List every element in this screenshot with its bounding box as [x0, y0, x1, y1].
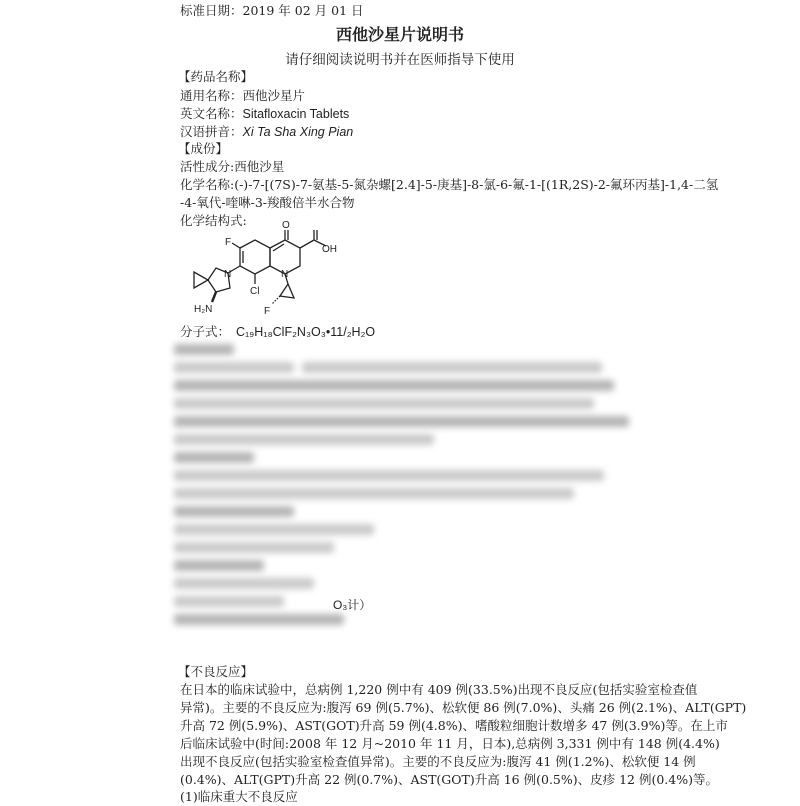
molecular-formula-row [180, 323, 375, 341]
chemical-name-line-2: -4-氧代-喹啉-3-羧酸倍半水合物 [180, 195, 355, 210]
adverse-text-line-4: 后临床试验中(时间:2008 年 12 月~2010 年 11 月，日本),总病例 3,331 例中有 148 例(4.4%) [180, 736, 720, 751]
molecular-formula-value: C₁₉H₁₈ClF₂N₃O₃•11/₂H₂O [236, 325, 376, 339]
adverse-subheading: (1)临床重大不良反应 [180, 789, 298, 804]
structure-atom-cl: Cl [250, 286, 260, 297]
structure-atom-f-top: F [225, 237, 232, 248]
molecular-formula-label: 分子式： [180, 324, 231, 339]
english-name-value: Sitafloxacin Tablets [242, 107, 350, 121]
structure-atom-o: O [282, 220, 290, 231]
document-subtitle: 请仔细阅读说明书并在医师指导下使用 [285, 52, 515, 68]
adverse-text-line-1: 在日本的临床试验中，总病例 1,220 例中有 409 例(33.5%)出现不良反应(包括实验室检查值 [180, 682, 698, 697]
english-name-label: 英文名称： [180, 106, 243, 121]
english-name-row [180, 105, 349, 123]
section-heading-adverse-reactions: 【不良反应】 [178, 664, 254, 679]
standard-date: 标准日期：2019 年 02 月 01 日 [180, 3, 364, 18]
structure-atom-f-bottom: F [264, 306, 271, 317]
adverse-text-line-5: 出现不良反应(包括实验室检查值异常)。主要的不良反应为:腹泻 41 例(1.2%)、松软便 14 例 [180, 754, 696, 769]
pinyin-label: 汉语拼音： [180, 124, 243, 139]
document-title: 西他沙星片说明书 [335, 25, 464, 44]
structure-label: 化学结构式: [180, 213, 247, 228]
structure-atom-n-ring: N [224, 269, 232, 280]
structure-atom-n-quinoline: N [281, 269, 289, 280]
structure-atom-oh: OH [322, 244, 337, 255]
section-heading-drug-name: 【药品名称】 [178, 69, 254, 84]
obscured-dosage-tail: O₃计） [333, 598, 372, 612]
section-heading-composition: 【成份】 [178, 141, 229, 156]
adverse-text-line-6: (0.4%)、ALT(GPT)升高 22 例(0.7%)、AST(GOT)升高 16 例(0.5%)、皮疹 12 例(0.4%)等。 [180, 772, 718, 787]
active-ingredient: 活性成分:西他沙星 [180, 159, 285, 174]
adverse-text-line-2: 异常)。主要的不良反应为:腹泻 69 例(5.7%)、松软便 86 例(7.0%)、头痛 26 例(2.1%)、ALT(GPT) [180, 700, 747, 715]
generic-name: 通用名称：西他沙星片 [180, 88, 306, 103]
adverse-text-line-3: 升高 72 例(5.9%)、AST(GOT)升高 59 例(4.8%)、嗜酸粒细胞计数增多 47 例(3.9%)等。在上市 [180, 718, 728, 733]
structure-atom-h2n: H₂N [194, 304, 213, 315]
chemical-name-line-1: 化学名称:(-)-7-[(7S)-7-氨基-5-氮杂螺[2.4]-5-庚基]-8-氯-6-氟-1-[(1R,2S)-2-氟环丙基]-1,4-二氢 [180, 177, 719, 192]
pinyin-value: Xi Ta Sha Xing Pian [242, 125, 354, 139]
redacted-blurred-section [172, 340, 642, 658]
pinyin-row [180, 123, 353, 141]
